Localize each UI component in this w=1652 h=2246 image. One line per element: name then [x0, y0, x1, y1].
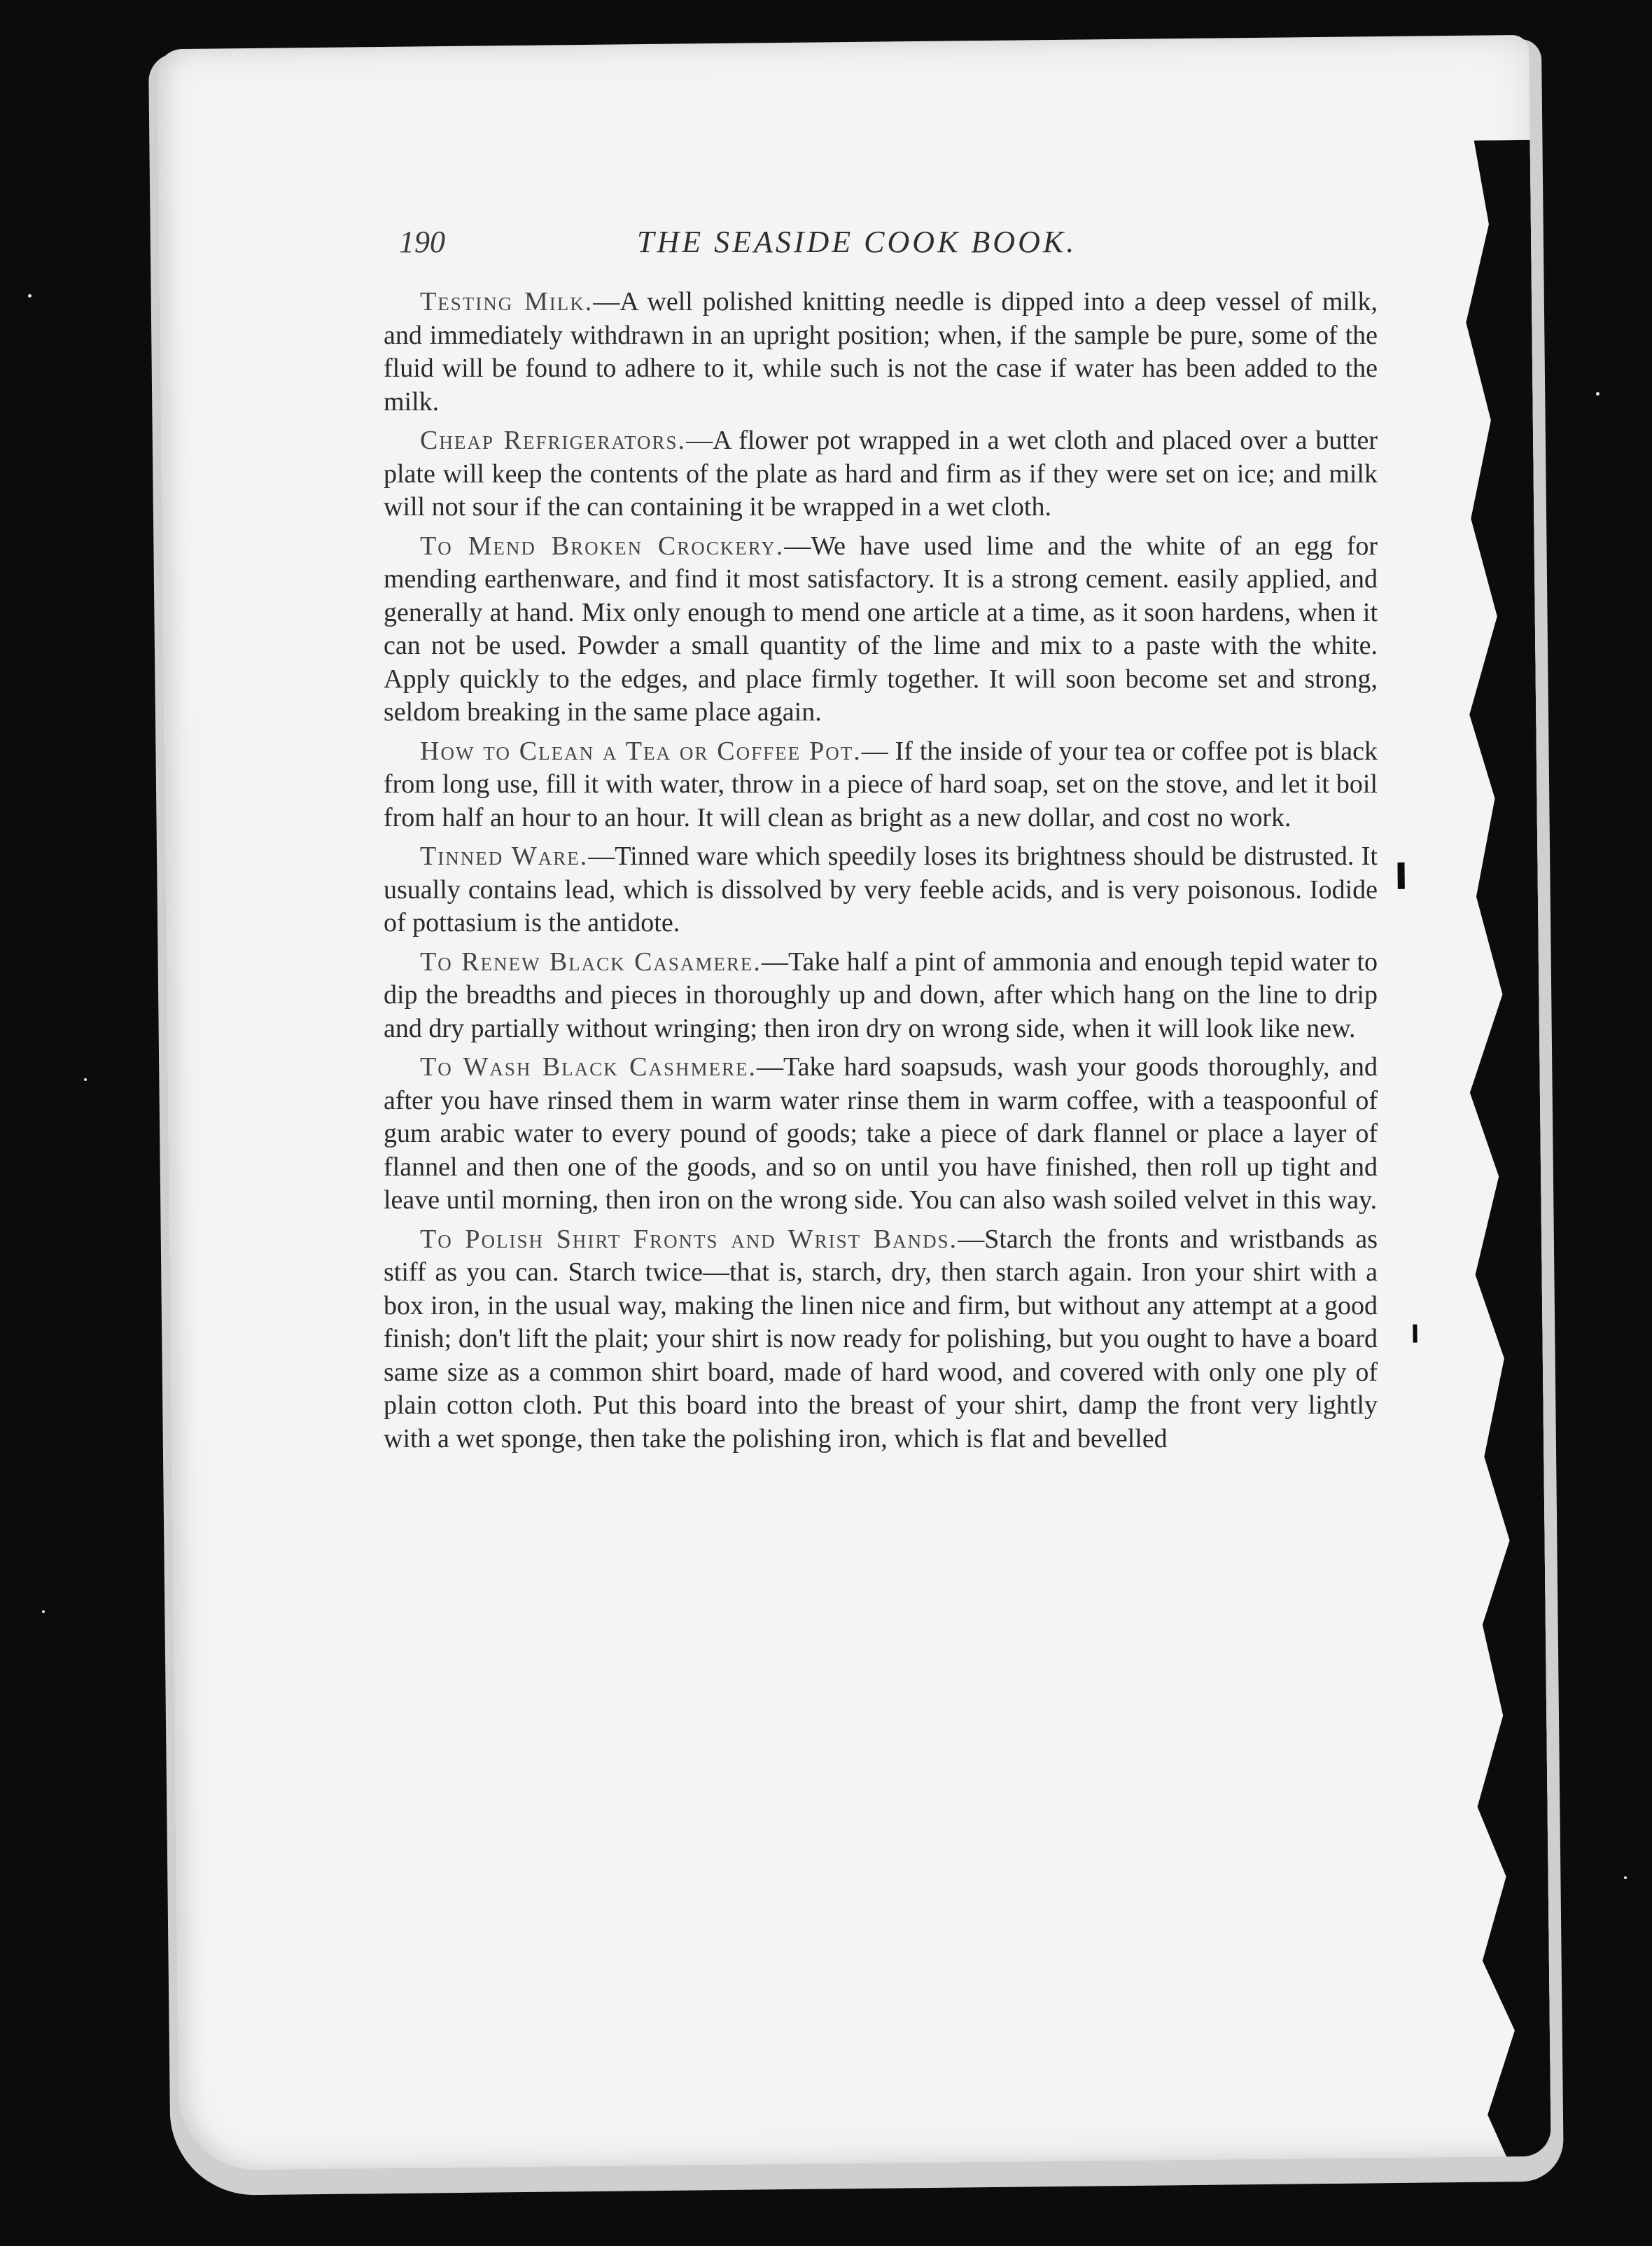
entry-paragraph — [384, 735, 1378, 835]
page-header — [399, 224, 1393, 266]
entry-body: — If the inside of your tea or coffee pot is black from long use, fill it with water, throw in a piece of hard soap, set on the stove, and let it boil from half an hour to an hour. It will clean as bright as a new dollar, and cost no work. — [384, 736, 1378, 832]
entry-paragraph — [384, 530, 1378, 730]
entry-body: —Starch the fronts and wristbands as stiff as you can. Starch twice—that is, starch, dry, then starch again. Iron your shirt with a box iron, in the usual way, making the linen nice and firm, but without any attempt at a good finish; don't lift the plait; your shirt is now ready for polishing, but you ought to have a board same size as a common shirt board, made of hard wood, and covered with only one ply of plain cotton cloth. Put this board into the breast of your shirt, damp the front very lightly with a wet sponge, then take the polishing iron, which is flat and bevelled — [384, 1224, 1378, 1453]
paper-fleck — [1397, 863, 1404, 889]
scan-speck — [42, 1610, 45, 1613]
scan-speck — [84, 1078, 87, 1081]
entry-body: —We have used lime and the white of an egg for mending earthenware, and find it most satisfactory. It is a strong cement. easily applied, and generally at hand. Mix only enough to mend one article at a time, as it soon hardens, when it can not be used. Powder a small quantity of the lime and mix to a paste with the white. Apply quickly to the edges, and place firmly together. It will soon become set and strong, seldom breaking in the same place again. — [384, 531, 1378, 727]
entry-body: —Take hard soapsuds, wash your goods thoroughly, and after you have rinsed them in warm water rinse them in warm coffee, with a teaspoonful of gum arabic water to every pound of goods; take a piece of dark flannel or place a layer of flannel and then one of the goods, and so on until you have finished, then roll up tight and leave until morning, then iron on the wrong side. You can also wash soiled velvet in this way. — [384, 1052, 1378, 1215]
entry-heading: To Renew Black Casamere. — [420, 947, 762, 977]
paper-fleck — [1413, 1325, 1417, 1343]
entry-heading: To Wash Black Cashmere. — [420, 1052, 757, 1082]
page-number: 190 — [399, 225, 445, 259]
entry-heading: Tinned Ware. — [420, 842, 589, 871]
entry-paragraph — [384, 946, 1378, 1046]
entry-body: —Tinned ware which speedily loses its brightness should be distrusted. It usually contains lead, which is dissolved by very feeble acids, and is very poisonous. Iodide of pottasium is the antidote. — [384, 842, 1378, 937]
entry-body: —A well polished knitting needle is dipped into a deep vessel of milk, and immediately withdrawn in an upright position; when, if the sample be pure, some of the fluid will be found to adhere to it, while such is not the case if water has been added to the milk. — [384, 287, 1378, 417]
entry-paragraph — [384, 1051, 1378, 1218]
entry-paragraph — [384, 1223, 1378, 1456]
entry-paragraph — [384, 286, 1378, 419]
entry-heading: Cheap Refrigerators. — [420, 426, 687, 455]
entry-body: —Take half a pint of ammonia and enough tepid water to dip the breadths and pieces in thoroughly up and down, after which hang on the line to drip and dry partially without wringing; then iron dry on wrong side, when it will look like new. — [384, 947, 1378, 1043]
entry-heading: Testing Milk. — [420, 287, 594, 316]
entry-paragraph — [384, 424, 1378, 524]
entry-heading: To Mend Broken Crockery. — [420, 531, 785, 561]
entry-body: —A flower pot wrapped in a wet cloth and placed over a butter plate will keep the contents of the plate as hard and firm as if they were set on ice; and milk will not sour if the can containing it be wrapped in a wet cloth. — [384, 426, 1378, 522]
entry-paragraph — [384, 840, 1378, 940]
page-text — [384, 286, 1378, 1461]
scan-speck — [1624, 1876, 1627, 1879]
entry-heading: How to Clean a Tea or Coffee Pot. — [420, 736, 862, 766]
scan-speck — [28, 294, 31, 298]
scan-speck — [1596, 392, 1600, 396]
running-title: THE SEASIDE COOK BOOK. — [637, 225, 1077, 259]
entry-heading: To Polish Shirt Fronts and Wrist Bands. — [420, 1224, 958, 1254]
